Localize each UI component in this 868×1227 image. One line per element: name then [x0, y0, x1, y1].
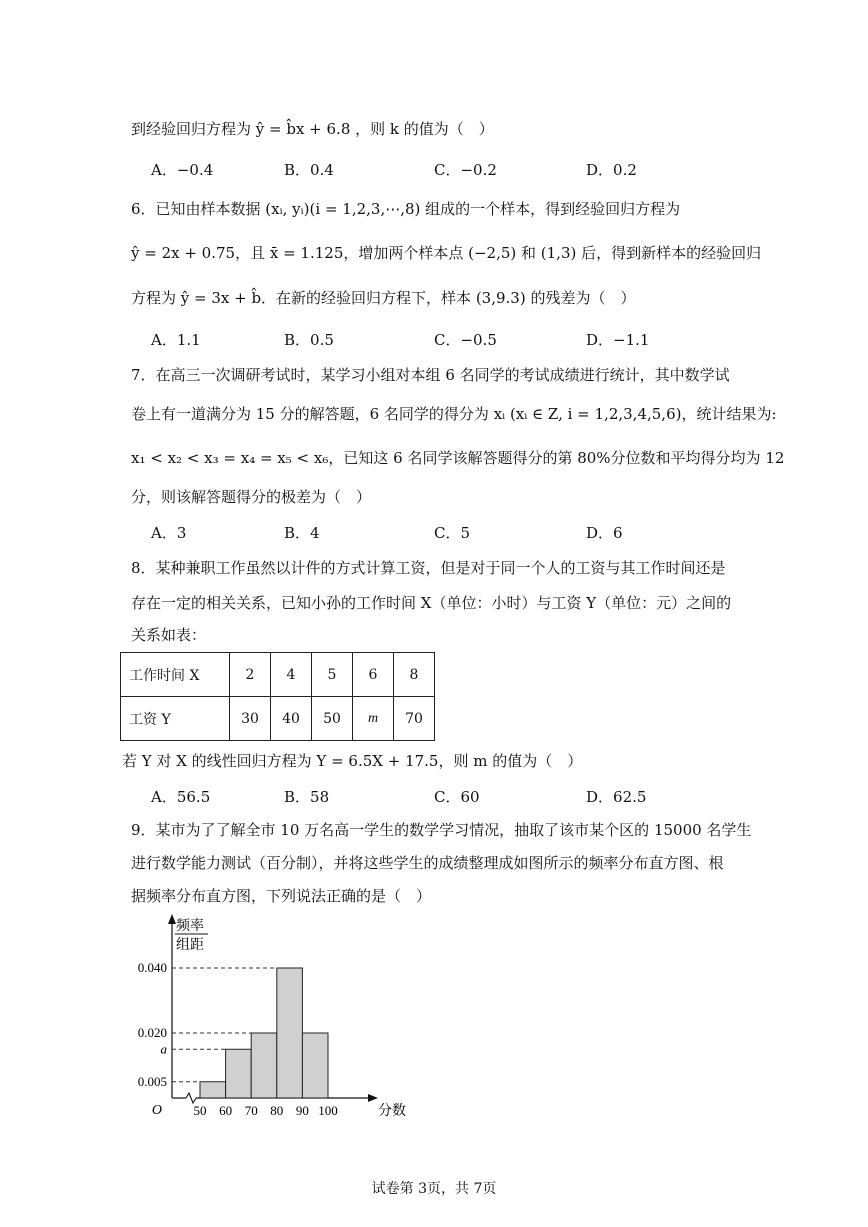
q7-line-3: x₁ < x₂ < x₃ = x₄ = x₅ < x₆，已知这 6 名同学该解答题得分的第 80%分位数和平均得分均为 12 [131, 449, 785, 467]
q7-option-a: A．3 [151, 524, 187, 542]
q6-option-a: A．1.1 [151, 331, 201, 349]
x-tick-label: 50 [193, 1103, 207, 1118]
q8-line-3: 关系如表： [131, 626, 207, 644]
table-cell: 40 [271, 697, 312, 741]
q9-line-2: 进行数学能力测试（百分制），并将这些学生的成绩整理成如图所示的频率分布直方图、根 [131, 854, 724, 872]
q7-option-d: D．6 [586, 524, 623, 542]
work-wage-table [120, 652, 435, 741]
y-axis-label-top: 频率 [176, 918, 204, 934]
q8-line-2: 存在一定的相关关系，已知小孙的工作时间 X（单位：小时）与工资 Y（单位：元）之间的 [131, 594, 732, 612]
x-tick-label: 90 [295, 1103, 309, 1118]
q8-option-d: D．62.5 [586, 788, 647, 806]
q8-line-1: 8．某种兼职工作虽然以计件的方式计算工资，但是对于同一个人的工资与其工作时间还是 [131, 559, 726, 577]
x-axis-arrow [368, 1094, 378, 1102]
histogram-bar [200, 1082, 226, 1098]
x-tick-label: 70 [244, 1103, 258, 1118]
frequency-histogram [120, 910, 406, 1125]
q6-line-2: ŷ = 2x + 0.75，且 x̄ = 1.125，增加两个样本点 (−2,5) 和 (1,3) 后，得到新样本的经验回归 [131, 244, 762, 262]
x-tick-label: 80 [270, 1103, 284, 1118]
q5-stem: 到经验回归方程为 ŷ = b̂x + 6.8 ，则 k 的值为（ ） [131, 120, 494, 138]
table-cell: 8 [394, 653, 435, 697]
histogram-bar [277, 968, 303, 1098]
origin-label: O [151, 1103, 162, 1118]
q8-option-b: B．58 [284, 788, 330, 806]
x-tick-label: 100 [318, 1103, 338, 1118]
table-cell: 工资 Y [121, 697, 230, 741]
q5-option-d: D．0.2 [586, 161, 637, 179]
q9-line-1: 9．某市为了了解全市 10 万名高一学生的数学学习情况，抽取了该市某个区的 15000 名学生 [131, 821, 752, 839]
q7-option-b: B．4 [284, 524, 320, 542]
y-tick-label: a [160, 1041, 167, 1057]
q5-option-a: A．−0.4 [151, 161, 214, 179]
table-cell: 4 [271, 653, 312, 697]
q6-option-d: D．−1.1 [586, 331, 650, 349]
table-cell: 50 [312, 697, 353, 741]
q7-line-4: 分，则该解答题得分的极差为（ ） [131, 488, 372, 506]
y-tick-label: 0.020 [137, 1025, 167, 1040]
y-tick-label: 0.005 [137, 1073, 167, 1089]
table-cell: 2 [230, 653, 271, 697]
q5-option-b: B．0.4 [284, 161, 334, 179]
y-tick-label: 0.040 [137, 960, 167, 975]
q7-line-1: 7．在高三一次调研考试时，某学习小组对本组 6 名同学的考试成绩进行统计，其中数学试 [131, 366, 730, 384]
table-cell: m [353, 697, 394, 741]
axis-break-mark [186, 1093, 196, 1103]
x-tick-label: 60 [219, 1103, 233, 1118]
q7-option-c: C．5 [434, 524, 471, 542]
q6-option-c: C．−0.5 [434, 331, 497, 349]
q6-option-b: B．0.5 [284, 331, 334, 349]
q6-line-3: 方程为 ŷ = 3x + b̂．在新的经验回归方程下，样本 (3,9.3) 的残差为（ ） [131, 289, 636, 307]
table-row [121, 697, 435, 741]
page-footer: 试卷第 3页，共 7页 [371, 1181, 497, 1197]
y-axis-arrow [168, 914, 176, 924]
table-cell: 5 [312, 653, 353, 697]
q8-line-4: 若 Y 对 X 的线性回归方程为 Y = 6.5X + 17.5，则 m 的值为（ ） [122, 752, 583, 770]
q7-line-2: 卷上有一道满分为 15 分的解答题，6 名同学的得分为 xᵢ (xᵢ ∈ Z, i = 1,2,3,4,5,6)，统计结果为: [131, 405, 777, 423]
histogram-bar [226, 1049, 252, 1098]
histogram-bar [251, 1033, 277, 1098]
histogram-bar [302, 1033, 328, 1098]
q9-line-3: 据频率分布直方图，下列说法正确的是（ ） [131, 887, 432, 905]
q5-option-c: C．−0.2 [434, 161, 497, 179]
y-axis-label-bottom: 组距 [176, 937, 204, 953]
table-cell: 6 [353, 653, 394, 697]
table-cell: 工作时间 X [121, 653, 230, 697]
x-axis-label: 分数 [378, 1103, 406, 1119]
q8-option-a: A．56.5 [151, 788, 211, 806]
table-row [121, 653, 435, 697]
q6-line-1: 6．已知由样本数据 (xᵢ, yᵢ)(i = 1,2,3,⋯,8) 组成的一个样本，得到经验回归方程为 [131, 200, 681, 218]
q8-option-c: C．60 [434, 788, 480, 806]
table-cell: 30 [230, 697, 271, 741]
table-cell: 70 [394, 697, 435, 741]
